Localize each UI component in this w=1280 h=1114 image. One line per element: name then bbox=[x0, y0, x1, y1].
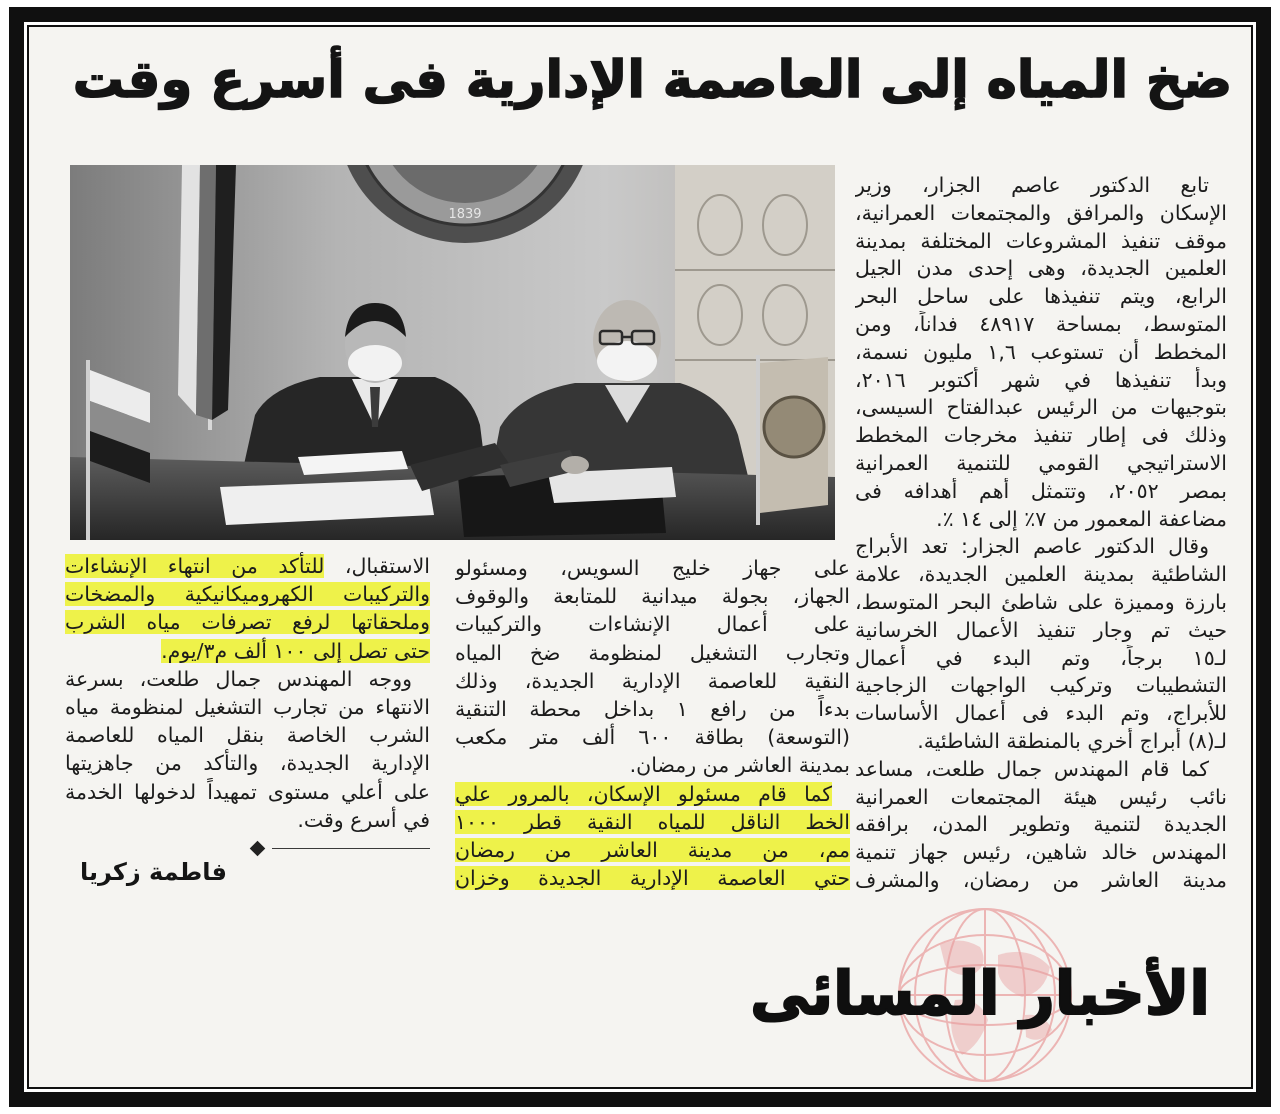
text-line bbox=[455, 554, 850, 582]
text-line bbox=[855, 867, 1227, 895]
text-line bbox=[855, 589, 1227, 617]
text-line bbox=[855, 811, 1227, 839]
text-segment: النقية للعاصمة الإدارية الجديدة، وذلك bbox=[455, 668, 850, 693]
text-segment: كما قام المهندس جمال طلعت، مساعد bbox=[855, 756, 1209, 781]
text-segment: الجهاز، بجولة ميدانية للمتابعة والوقوف bbox=[455, 584, 850, 609]
text-line bbox=[855, 839, 1227, 867]
text-line bbox=[855, 478, 1227, 506]
logo-text: الأخبار المسائى bbox=[750, 959, 1210, 1030]
highlighted-text: الخط الناقل للمياه النقية قطر ١٠٠٠ bbox=[455, 809, 850, 834]
text-line bbox=[455, 695, 850, 723]
text-line bbox=[455, 723, 850, 751]
text-line bbox=[855, 422, 1227, 450]
text-line bbox=[455, 780, 850, 808]
text-segment: حيث تم وجار تنفيذ الأعمال الخرسانية bbox=[855, 617, 1227, 642]
text-segment: المهندس خالد شاهين، رئيس جهاز تنمية bbox=[855, 840, 1227, 865]
text-line bbox=[855, 756, 1227, 784]
text-segment: على أعلي مستوى تمهيداً لدخولها الخدمة bbox=[65, 779, 430, 804]
text-line bbox=[455, 808, 850, 836]
text-line bbox=[455, 751, 850, 779]
text-line bbox=[65, 721, 430, 749]
highlighted-text: حتي العاصمة الإدارية الجديدة وخزان bbox=[455, 866, 850, 891]
article-column-left bbox=[65, 552, 430, 834]
highlighted-text: كما قام مسئولو الإسكان، بالمرور علي bbox=[455, 781, 832, 806]
text-segment: مضاعفة المعمور من ٧٪ إلى ١٤ ٪. bbox=[936, 506, 1227, 531]
logo-wordmark bbox=[740, 905, 1220, 1085]
highlighted-text: حتى تصل إلى ١٠٠ ألف م٣/يوم. bbox=[161, 638, 430, 663]
text-line bbox=[65, 693, 430, 721]
standing-flag bbox=[178, 165, 236, 430]
text-segment: في أسرع وقت. bbox=[297, 807, 430, 832]
text-line bbox=[65, 552, 430, 580]
text-line bbox=[65, 580, 430, 608]
text-line bbox=[65, 665, 430, 693]
text-line bbox=[455, 582, 850, 610]
text-line bbox=[65, 608, 430, 636]
text-line bbox=[455, 639, 850, 667]
author-byline: فاطمة زكريا bbox=[79, 858, 227, 886]
article-column-right bbox=[855, 172, 1227, 895]
text-segment: بمدينة العاشر من رمضان. bbox=[629, 753, 850, 778]
text-segment: وبدأ تنفيذها في شهر أكتوبر ٢٠١٦، bbox=[855, 367, 1227, 392]
text-line bbox=[855, 645, 1227, 673]
text-line bbox=[855, 367, 1227, 395]
text-segment: الاستراتيجي القومي للتنمية العمرانية bbox=[855, 450, 1227, 475]
newspaper-logo bbox=[740, 905, 1220, 1085]
text-line bbox=[455, 836, 850, 864]
text-segment: وذلك فى إطار تنفيذ مخرجات المخطط bbox=[855, 423, 1227, 448]
text-line bbox=[65, 806, 430, 834]
highlighted-text: مم، من مدينة العاشر من رمضان bbox=[455, 837, 850, 862]
headline bbox=[70, 22, 1235, 138]
text-segment: موقف تنفيذ المشروعات المختلفة بمدينة bbox=[855, 228, 1227, 253]
text-segment: الجديدة لتنمية وتطوير المدن، برافقه bbox=[855, 812, 1227, 837]
article-photo bbox=[70, 165, 835, 540]
highlighted-text: وملحقاتها لرفع تصرفات مياه الشرب bbox=[65, 610, 430, 635]
text-line bbox=[855, 255, 1227, 283]
face-mask bbox=[348, 345, 402, 381]
text-line bbox=[855, 533, 1227, 561]
text-line bbox=[455, 864, 850, 892]
text-segment: لـ١٥ برجاً، وتم البدء في أعمال bbox=[855, 645, 1227, 670]
text-line bbox=[855, 784, 1227, 812]
text-segment: مدينة العاشر من رمضان، والمشرف bbox=[855, 867, 1227, 892]
text-line bbox=[65, 637, 430, 665]
text-line bbox=[855, 672, 1227, 700]
text-line bbox=[855, 450, 1227, 478]
desk-flag-right bbox=[756, 355, 828, 525]
text-segment: بتوجيهات من الرئيس عبدالفتاح السيسى، bbox=[855, 395, 1227, 420]
text-line bbox=[855, 311, 1227, 339]
text-segment: وتجارب التشغيل لمنظومة ضخ المياه bbox=[455, 640, 850, 665]
text-segment: على أعمال الإنشاءات والتركيبات bbox=[455, 612, 850, 637]
text-segment: الشاطئية بمدينة العلمين الجديدة، علامة bbox=[855, 562, 1227, 587]
text-segment: الإسكان والمرافق والمجتمعات العمرانية، bbox=[855, 200, 1227, 225]
text-segment: بارزة ومميزة على شاطئ البحر المتوسط، bbox=[855, 589, 1227, 614]
text-segment: الإدارية الجديدة، والتأكد من جاهزيتها bbox=[65, 751, 430, 776]
text-line bbox=[855, 700, 1227, 728]
text-line bbox=[855, 172, 1227, 200]
text-line bbox=[65, 749, 430, 777]
headline-text: ضخ المياه إلى العاصمة الإدارية فى أسرع وقت bbox=[72, 49, 1233, 110]
text-segment: تابع الدكتور عاصم الجزار، وزير bbox=[855, 173, 1209, 197]
text-line bbox=[855, 339, 1227, 367]
photo-illustration bbox=[70, 165, 835, 540]
text-segment: بدءاً من رافع ١ بداخل محطة التنقية bbox=[455, 696, 850, 721]
text-line bbox=[855, 283, 1227, 311]
text-segment: الرابع، ويتم تنفيذها على ساحل البحر bbox=[855, 284, 1227, 309]
text-line bbox=[455, 610, 850, 638]
text-line bbox=[855, 561, 1227, 589]
text-segment: بمصر ٢٠٥٢، وتتمثل أهم أهدافه فى bbox=[855, 478, 1227, 503]
text-segment: الشرب الخاصة بنقل المياه للعاصمة bbox=[65, 723, 430, 748]
text-line bbox=[855, 728, 1227, 756]
text-line bbox=[855, 228, 1227, 256]
text-segment: على جهاز خليج السويس، ومسئولو bbox=[455, 556, 850, 580]
text-segment: المتوسط، بمساحة ٤٨٩١٧ فداناً، ومن bbox=[855, 311, 1227, 336]
seal-year: 1839 bbox=[448, 207, 482, 222]
text-line bbox=[855, 200, 1227, 228]
writing-hand bbox=[561, 456, 589, 474]
text-segment: التشطيبات وتركيب الواجهات الزجاجية bbox=[855, 673, 1227, 698]
highlighted-text: والتركيبات الكهروميكانيكية والمضخات bbox=[65, 582, 430, 607]
text-segment: للأبراج، وتم البدء فى أعمال الأساسات bbox=[855, 701, 1227, 726]
text-segment: العلمين الجديدة، وهى إحدى مدن الجيل bbox=[855, 256, 1227, 281]
text-line bbox=[855, 394, 1227, 422]
text-segment: المخطط أن تستوعب ١,٦ مليون نسمة، bbox=[855, 339, 1227, 364]
text-line bbox=[855, 617, 1227, 645]
text-segment: نائب رئيس هيئة المجتمعات العمرانية bbox=[855, 784, 1227, 809]
article-column-middle bbox=[455, 554, 850, 892]
text-line bbox=[455, 667, 850, 695]
text-line bbox=[65, 778, 430, 806]
text-segment: لـ(٨) أبراج أخري بالمنطقة الشاطئية. bbox=[917, 728, 1227, 753]
face-mask bbox=[597, 341, 657, 381]
text-line bbox=[855, 506, 1227, 534]
text-segment: وقال الدكتور عاصم الجزار: تعد الأبراج bbox=[855, 534, 1209, 559]
byline-rule bbox=[272, 848, 430, 849]
text-segment: الانتهاء من تجارب التشغيل لمنظومة مياه bbox=[65, 694, 430, 719]
text-segment: (التوسعة) بطاقة ٦٠٠ ألف متر مكعب bbox=[455, 725, 850, 750]
text-segment: الاستقبال، bbox=[324, 554, 430, 578]
highlighted-text: للتأكد من انتهاء الإنشاءات bbox=[65, 554, 325, 578]
text-segment: ووجه المهندس جمال طلعت، بسرعة bbox=[65, 666, 412, 691]
